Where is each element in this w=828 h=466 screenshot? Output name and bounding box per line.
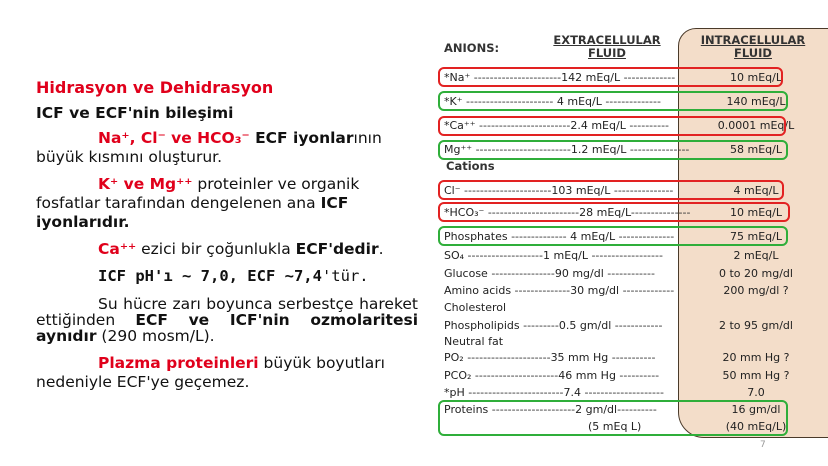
row-label: Glucose — [444, 267, 488, 280]
paragraph-4 — [36, 267, 418, 286]
row-dashes: ---------------- — [487, 267, 555, 280]
ph-text: ICF pH'ı ~ 7,0, ECF ~7,4 — [98, 267, 322, 285]
highlight-cl — [438, 180, 784, 200]
row-dashes: -------------------- — [581, 386, 664, 399]
icf-header-line-1: INTRACELLULAR — [700, 33, 806, 47]
paragraph-3-text: ezici bir çoğunlukla — [136, 240, 296, 258]
row-dashes: ---------- — [615, 369, 660, 382]
page-number: 7 — [760, 440, 766, 450]
row-label: PO₂ — [444, 351, 464, 364]
table-row — [444, 318, 793, 334]
slide-subtitle: ICF ve ECF'nin bileşimi — [36, 104, 234, 122]
row-label: Neutral fat — [444, 335, 504, 348]
table-row — [444, 283, 789, 299]
ecf-header-line-1: EXTRACELLULAR — [553, 33, 661, 47]
ecf-value: 30 mg/dl — [570, 284, 620, 297]
icf-value: 2 mEq/L — [733, 249, 779, 262]
row-label: Phospholipids — [444, 319, 520, 332]
row-dashes: ------------ — [603, 267, 655, 280]
ecf-value: 4 mEq/L — [556, 95, 602, 108]
highlight-mg — [438, 140, 788, 160]
paragraph-5 — [36, 296, 418, 344]
ecf-value: 103 mEq/L — [551, 184, 611, 197]
highlight-phosphates — [438, 226, 788, 246]
anions-header: ANIONS: — [444, 41, 500, 55]
ecf-header-line-2: FLUID — [588, 46, 626, 60]
row-dashes: -------------- — [615, 230, 675, 243]
row-dashes: --------------------- — [471, 369, 559, 382]
highlight-ca — [438, 116, 786, 136]
row-label: SO₄ — [444, 249, 465, 262]
row-label: *pH — [444, 386, 465, 399]
icf-value: 0.0001 mEq/L — [717, 119, 795, 132]
table-row — [444, 385, 765, 401]
row-dashes: ------------- — [620, 71, 676, 84]
icf-ions: K⁺ ve Mg⁺⁺ — [98, 175, 193, 193]
paragraph-1 — [36, 129, 418, 148]
table-row — [444, 248, 779, 264]
ecf-value: 35 mm Hg — [550, 351, 609, 364]
ecf-value: 0.5 gm/dl — [558, 319, 612, 332]
row-dashes: ---------------------- — [460, 184, 552, 197]
highlight-na — [438, 67, 783, 87]
ecf-header — [542, 34, 672, 60]
table-row — [444, 266, 793, 282]
row-label: Mg⁺⁺ — [444, 143, 473, 156]
icf-value: 16 gm/dl — [731, 403, 781, 416]
table-row — [444, 300, 506, 316]
ecf-ions: Na⁺, Cl⁻ ve HCO₃⁻ — [98, 129, 250, 147]
paragraph-2-line-3: iyonlarıdır. — [36, 213, 130, 231]
ecf-value: 7.4 — [563, 386, 582, 399]
row-dashes: ----------------------- — [475, 119, 571, 132]
icf-header-line-2: FLUID — [734, 46, 772, 60]
ecf-value: 2 gm/dl — [575, 403, 618, 416]
highlight-k — [438, 91, 788, 111]
row-dashes: ---------------------- — [462, 95, 557, 108]
icf-value: 2 to 95 gm/dl — [719, 319, 793, 332]
ecf-ions-text: ECF iyonlar — [249, 129, 354, 147]
icf-value: 50 mm Hg ? — [722, 369, 790, 382]
row-dashes: ---------- — [625, 119, 670, 132]
ecf-value: 90 mg/dl — [554, 267, 604, 280]
icf-value: 75 mEq/L — [730, 230, 782, 243]
row-dashes: ------------- — [619, 284, 675, 297]
ion-composition-table — [438, 28, 828, 438]
ecf-dedir: ECF'dedir — [295, 240, 379, 258]
ecf-value: 28 mEq/L — [579, 206, 631, 219]
row-dashes: --------------- — [626, 143, 690, 156]
paragraph-3-end: . — [378, 240, 384, 258]
ph-end: 'tür. — [321, 267, 369, 285]
icf-value: 0 to 20 mg/dl — [719, 267, 793, 280]
table-row — [444, 334, 503, 350]
row-label: *Na⁺ — [444, 71, 471, 84]
row-dashes: ------------------------ — [472, 143, 571, 156]
row-dashes: ---------------------- — [470, 71, 562, 84]
row-label: *K⁺ — [444, 95, 463, 108]
icf-value: 20 mm Hg ? — [722, 351, 790, 364]
icf-value: 7.0 — [747, 386, 765, 399]
row-dashes: ----------------------- — [484, 206, 580, 219]
row-label: *Ca⁺⁺ — [444, 119, 476, 132]
icf-value: 200 mg/dl ? — [723, 284, 789, 297]
icf-value: 58 mEq/L — [730, 143, 782, 156]
paragraph-2-text: fosfatlar tarafından dengelenen ana — [36, 194, 321, 212]
row-label: Amino acids — [444, 284, 512, 297]
icf-value: 140 mEq/L — [726, 95, 786, 108]
paragraph-5-a: Su hücre zarı boyunca serbestçe hareket ettiğinden — [36, 295, 418, 329]
paragraph-3 — [36, 240, 418, 259]
row-dashes: ----------- — [608, 351, 656, 364]
paragraph-6-line-2: nedeniyle ECF'ye geçemez. — [36, 373, 250, 391]
row-dashes: -------------- — [507, 230, 571, 243]
paragraph-6 — [36, 354, 418, 373]
slide-title: Hidrasyon ve Dehidrasyon — [36, 78, 274, 97]
row-dashes: ------------------ — [587, 249, 663, 262]
ecf-value: 46 mm Hg — [558, 369, 616, 382]
row-dashes: --------------------- — [488, 403, 576, 416]
cations-label: Cations — [446, 159, 495, 173]
paragraph-6-text: büyük boyutları — [258, 354, 385, 372]
row-label: Proteins — [444, 403, 489, 416]
row-label: Phosphates — [444, 230, 508, 243]
row-label: PCO₂ — [444, 369, 472, 382]
row-dashes: --------------- — [630, 206, 691, 219]
row-label: Cholesterol — [444, 301, 507, 314]
icf-value: (40 mEq/L) — [725, 420, 787, 433]
row-dashes: -------------- — [511, 284, 571, 297]
icf-ions-text: proteinler ve organik — [192, 175, 360, 193]
table-row — [444, 368, 790, 384]
ecf-value: 1 mEq/L — [542, 249, 588, 262]
table-row — [444, 350, 790, 366]
paragraph-5-c: (290 mosm/L). — [96, 327, 215, 345]
row-dashes: ------------ — [611, 319, 663, 332]
ecf-ions-tail: ının — [353, 129, 382, 147]
ecf-value: (5 mEq L) — [588, 420, 642, 433]
icf-value: 4 mEq/L — [733, 184, 779, 197]
icf-value: 10 mEq/L — [730, 71, 782, 84]
icf-value: 10 mEq/L — [730, 206, 782, 219]
calcium-ion: Ca⁺⁺ — [98, 240, 137, 258]
icf-word: ICF — [320, 194, 349, 212]
paragraph-2 — [36, 175, 418, 194]
highlight-proteins — [438, 400, 788, 436]
icf-header — [688, 34, 818, 60]
row-dashes: --------- — [519, 319, 559, 332]
row-label: Cl⁻ — [444, 184, 461, 197]
row-dashes: ------------------------ — [464, 386, 564, 399]
row-dashes: --------------------- — [463, 351, 551, 364]
ecf-value: 1.2 mEq/L — [570, 143, 627, 156]
ecf-value: 4 mEq/L — [570, 230, 616, 243]
paragraph-2-line-2 — [36, 194, 418, 213]
text-block — [36, 78, 418, 392]
row-label: *HCO₃⁻ — [444, 206, 485, 219]
row-dashes: -------------- — [601, 95, 661, 108]
ecf-value: 2.4 mEq/L — [570, 119, 626, 132]
plasma-proteins: Plazma proteinleri — [98, 354, 259, 372]
row-dashes: ------------------- — [464, 249, 543, 262]
row-dashes: ---------- — [617, 403, 657, 416]
ecf-value: 142 mEq/L — [561, 71, 621, 84]
row-dashes: --------------- — [610, 184, 674, 197]
paragraph-1-line-2: büyük kısmını oluşturur. — [36, 148, 223, 166]
highlight-hco3 — [438, 202, 790, 222]
osmolarity-bold: ECF ve ICF'nin ozmolaritesi aynıdır — [36, 311, 419, 345]
